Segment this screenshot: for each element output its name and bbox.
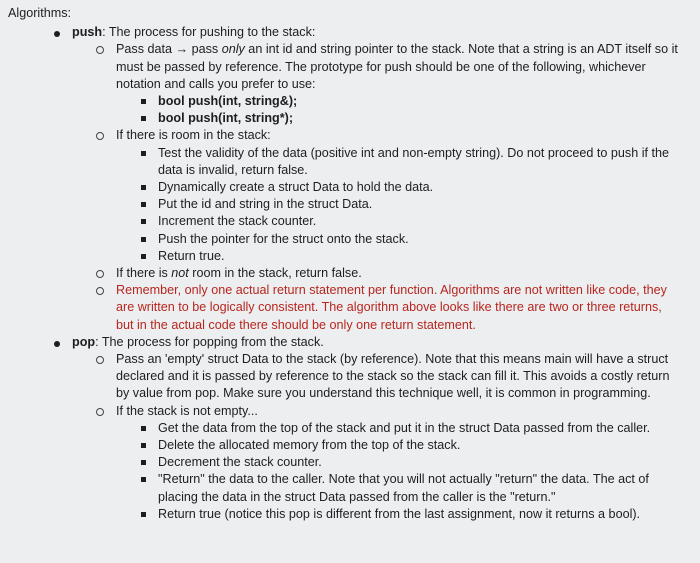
push-step: Increment the stack counter. xyxy=(8,213,686,230)
bullet-square-icon xyxy=(141,202,146,207)
push-no-room: If there is not room in the stack, return false. xyxy=(8,265,686,282)
push-step: Put the id and string in the struct Data. xyxy=(8,196,686,213)
bullet-circle-icon xyxy=(96,351,104,370)
pop-description: : The process for popping from the stack. xyxy=(95,334,324,349)
push-pass-data: Pass data → pass only an int id and string pointer to the stack. Note that a string is an ADT itself so it must be passed by reference. The prototype for push should be one of the following, whichever notation and calls you prefer to use: xyxy=(8,41,686,93)
bullet-dot-icon xyxy=(54,24,60,41)
pop-step: Return true (notice this pop is different from the last assignment, now it returns a bool). xyxy=(8,506,686,523)
bullet-square-icon xyxy=(141,185,146,190)
push-description: : The process for pushing to the stack: xyxy=(102,25,316,40)
pop-not-empty: If the stack is not empty... xyxy=(8,403,686,420)
bullet-circle-icon xyxy=(96,282,104,301)
bullet-square-icon xyxy=(141,219,146,224)
push-room-condition: If there is room in the stack: xyxy=(8,127,686,144)
bullet-square-icon xyxy=(141,426,146,431)
pop-step: "Return" the data to the caller. Note that you will not actually "return" the data. The act of placing the data in the struct Data passed from the caller is the "return." xyxy=(8,471,686,505)
push-step: Return true. xyxy=(8,248,686,265)
push-step: Push the pointer for the struct onto the stack. xyxy=(8,231,686,248)
section-title: Algorithms: xyxy=(8,6,71,20)
pop-step: Delete the allocated memory from the top of the stack. xyxy=(8,437,686,454)
bullet-square-icon xyxy=(141,116,146,121)
pop-pass-struct: Pass an 'empty' struct Data to the stack (by reference). Note that this means main will have a struct declared and it is passed by reference to the stack so the stack can fill it. This avoids a costly return by value from pop. Make sure you understand this technique well, it is common in programming. xyxy=(8,351,686,403)
bullet-square-icon xyxy=(141,460,146,465)
bullet-dot-icon xyxy=(54,334,60,351)
push-prototype-1: bool push(int, string&); xyxy=(8,93,686,110)
push-step: Test the validity of the data (positive int and non-empty string). Do not proceed to push if the data is invalid, return false. xyxy=(8,145,686,179)
pop-step: Get the data from the top of the stack and put it in the struct Data passed from the caller. xyxy=(8,420,686,437)
push-step: Dynamically create a struct Data to hold the data. xyxy=(8,179,686,196)
push-label: push xyxy=(72,25,103,40)
pop-label: pop xyxy=(72,334,96,349)
bullet-square-icon xyxy=(141,99,146,104)
bullet-square-icon xyxy=(141,151,146,156)
bullet-circle-icon xyxy=(96,41,104,60)
push-item xyxy=(8,24,686,41)
push-return-note: Remember, only one actual return statement per function. Algorithms are not written like code, they are written to be logically consistent. The algorithm above looks like there are two or three returns, but in the actual code there should be only one return statement. xyxy=(8,282,686,334)
bullet-square-icon xyxy=(141,443,146,448)
bullet-square-icon xyxy=(141,512,146,517)
bullet-square-icon xyxy=(141,254,146,259)
bullet-square-icon xyxy=(141,477,146,482)
push-prototype-2: bool push(int, string*); xyxy=(8,110,686,127)
pop-step: Decrement the stack counter. xyxy=(8,454,686,471)
bullet-square-icon xyxy=(141,237,146,242)
pop-item xyxy=(8,334,686,351)
